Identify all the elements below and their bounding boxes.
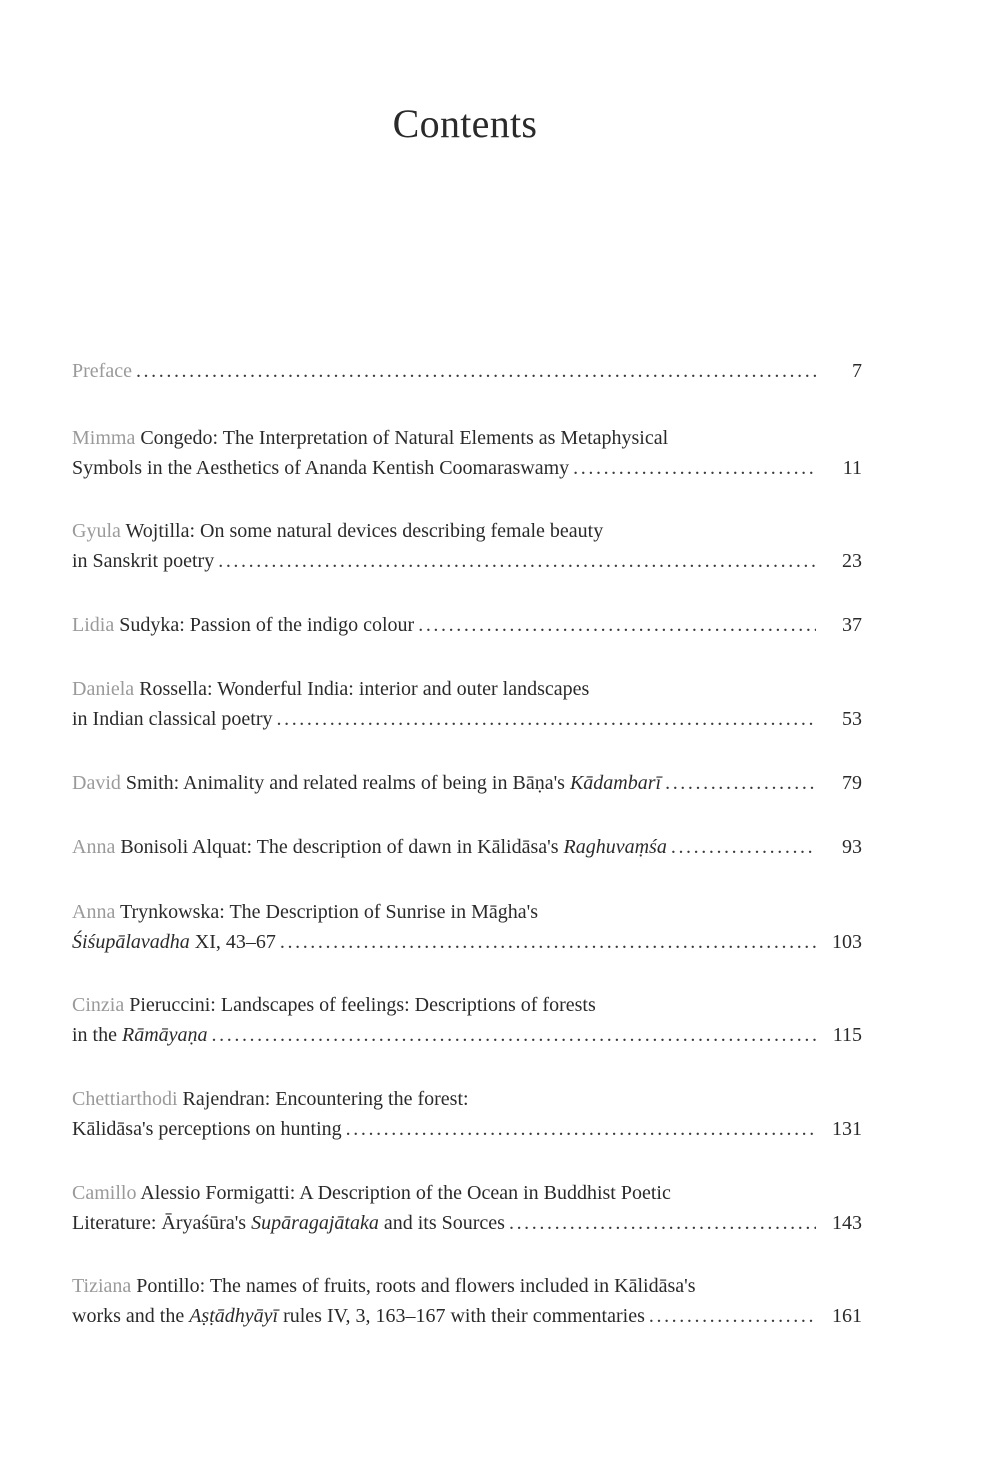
toc-entry[interactable] — [72, 897, 862, 957]
entry-title: Gyula Wojtilla: On some natural devices describing female beauty — [72, 520, 604, 542]
toc-entry[interactable] — [72, 832, 862, 862]
page-number: 143 — [832, 1212, 862, 1234]
entry-title: Mimma Congedo: The Interpretation of Natural Elements as Metaphysical — [72, 427, 669, 449]
entry-title: Anna Trynkowska: The Description of Sunrise in Māgha's — [72, 901, 538, 923]
page-number: 93 — [842, 836, 862, 858]
entry-title: David Smith: Animality and related realms of being in Bāṇa's Kādambarī — [72, 772, 662, 794]
toc-entry-preface[interactable] — [72, 356, 862, 386]
dot-leader — [665, 768, 816, 798]
entry-title: Anna Bonisoli Alquat: The description of dawn in Kālidāsa's Raghuvaṃśa — [72, 836, 667, 858]
dot-leader — [280, 927, 816, 957]
page-title: Contents — [392, 101, 538, 146]
dot-leader — [346, 1114, 816, 1144]
entry-title-continued: works and the Aṣṭādhyāyī rules IV, 3, 163–167 with their commentaries — [72, 1305, 645, 1327]
page-number: 23 — [842, 550, 862, 572]
dot-leader — [671, 832, 816, 862]
entry-title: Cinzia Pieruccini: Landscapes of feelings: Descriptions of forests — [72, 994, 596, 1016]
toc-entry[interactable] — [72, 1178, 862, 1238]
entry-title-continued: Kālidāsa's perceptions on hunting — [72, 1118, 342, 1140]
entry-title: Lidia Sudyka: Passion of the indigo colour — [72, 614, 415, 636]
toc-entry[interactable] — [72, 516, 862, 576]
dot-leader — [212, 1020, 816, 1050]
dot-leader — [418, 610, 816, 640]
page-number: 53 — [842, 708, 862, 730]
toc-entry[interactable] — [72, 610, 862, 640]
toc-entry[interactable] — [72, 768, 862, 798]
toc-entry[interactable] — [72, 674, 862, 734]
toc-entry[interactable] — [72, 1084, 862, 1144]
dot-leader — [218, 546, 816, 576]
page-number: 115 — [832, 1024, 862, 1046]
dot-leader — [649, 1301, 816, 1331]
page-number: 37 — [842, 614, 862, 636]
page-number: 131 — [832, 1118, 862, 1140]
entry-title-continued: Symbols in the Aesthetics of Ananda Kentish Coomaraswamy — [72, 457, 570, 479]
page-number: 161 — [832, 1305, 862, 1327]
entry-title: Chettiarthodi Rajendran: Encountering the forest: — [72, 1088, 469, 1110]
page-number: 7 — [852, 360, 862, 382]
dot-leader — [277, 704, 817, 734]
entry-title: Daniela Rossella: Wonderful India: interior and outer landscapes — [72, 678, 590, 700]
entry-title: Preface — [72, 360, 132, 382]
page-number: 79 — [842, 772, 862, 794]
entry-title-continued: in Indian classical poetry — [72, 708, 273, 730]
dot-leader — [136, 356, 816, 386]
entry-title-continued: Śiśupālavadha XI, 43–67 — [72, 931, 276, 953]
entry-title-continued: Literature: Āryaśūra's Supāragajātaka and its Sources — [72, 1212, 505, 1234]
toc-entry[interactable] — [72, 423, 862, 483]
entry-title-continued: in Sanskrit poetry — [72, 550, 215, 572]
page-number: 103 — [832, 931, 862, 953]
toc-entry[interactable] — [72, 990, 862, 1050]
entry-title-continued: in the Rāmāyaṇa — [72, 1024, 208, 1046]
toc-entry[interactable] — [72, 1271, 862, 1331]
dot-leader — [573, 453, 816, 483]
dot-leader — [509, 1208, 816, 1238]
page-number: 11 — [842, 457, 862, 479]
entry-title: Tiziana Pontillo: The names of fruits, roots and flowers included in Kālidāsa's — [72, 1275, 696, 1297]
entry-title: Camillo Alessio Formigatti: A Description of the Ocean in Buddhist Poetic — [72, 1182, 671, 1204]
